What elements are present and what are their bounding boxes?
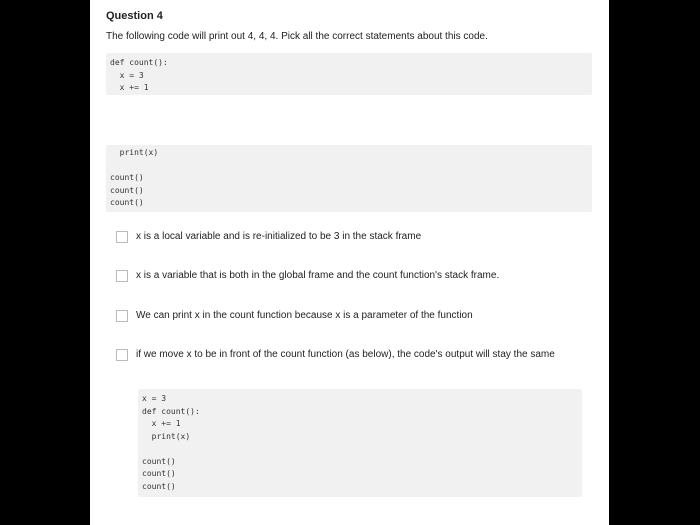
question-title: Question 4 [106,10,163,22]
code-line: x += 1 [110,83,149,92]
code-line: count() [110,173,144,182]
option-2-checkbox[interactable] [116,270,128,282]
option-1-checkbox[interactable] [116,231,128,243]
option-4-label: if we move x to be in front of the count function (as below), the code's output will stay the same [136,349,555,360]
quiz-page [90,0,609,525]
option-4[interactable] [116,350,566,363]
code-line: count() [142,469,176,478]
code-line: count() [142,481,176,491]
option-3-checkbox[interactable] [116,310,128,322]
code-line: x = 3 [110,70,144,80]
option-1-label: x is a local variable and is re-initialized to be 3 in the stack frame [136,231,422,242]
code-block-1 [106,53,592,95]
code-line: count() [110,185,144,195]
code-line: print(x) [142,431,191,441]
code-line [110,160,592,173]
code-line: x += 1 [142,419,181,428]
code-line: print(x) [110,148,159,157]
option-2-label: x is a variable that is both in the global frame and the count function's stack frame. [136,270,500,281]
option-4-checkbox[interactable] [116,349,128,361]
question-prompt: The following code will print out 4, 4, 4. Pick all the correct statements about this code. [106,31,488,42]
code-line [142,443,582,456]
option-1[interactable] [116,232,566,245]
option-3[interactable] [116,311,566,324]
code-line: count() [142,456,176,466]
code-line: def count(): [142,406,200,416]
code-line: x = 3 [142,394,167,403]
option-2[interactable] [116,271,566,284]
option-3-label: We can print x in the count function because x is a parameter of the function [136,310,473,321]
code-line: count() [110,198,144,207]
code-line: def count(): [110,58,168,67]
code-block-2 [106,145,592,212]
code-block-3 [138,389,582,497]
